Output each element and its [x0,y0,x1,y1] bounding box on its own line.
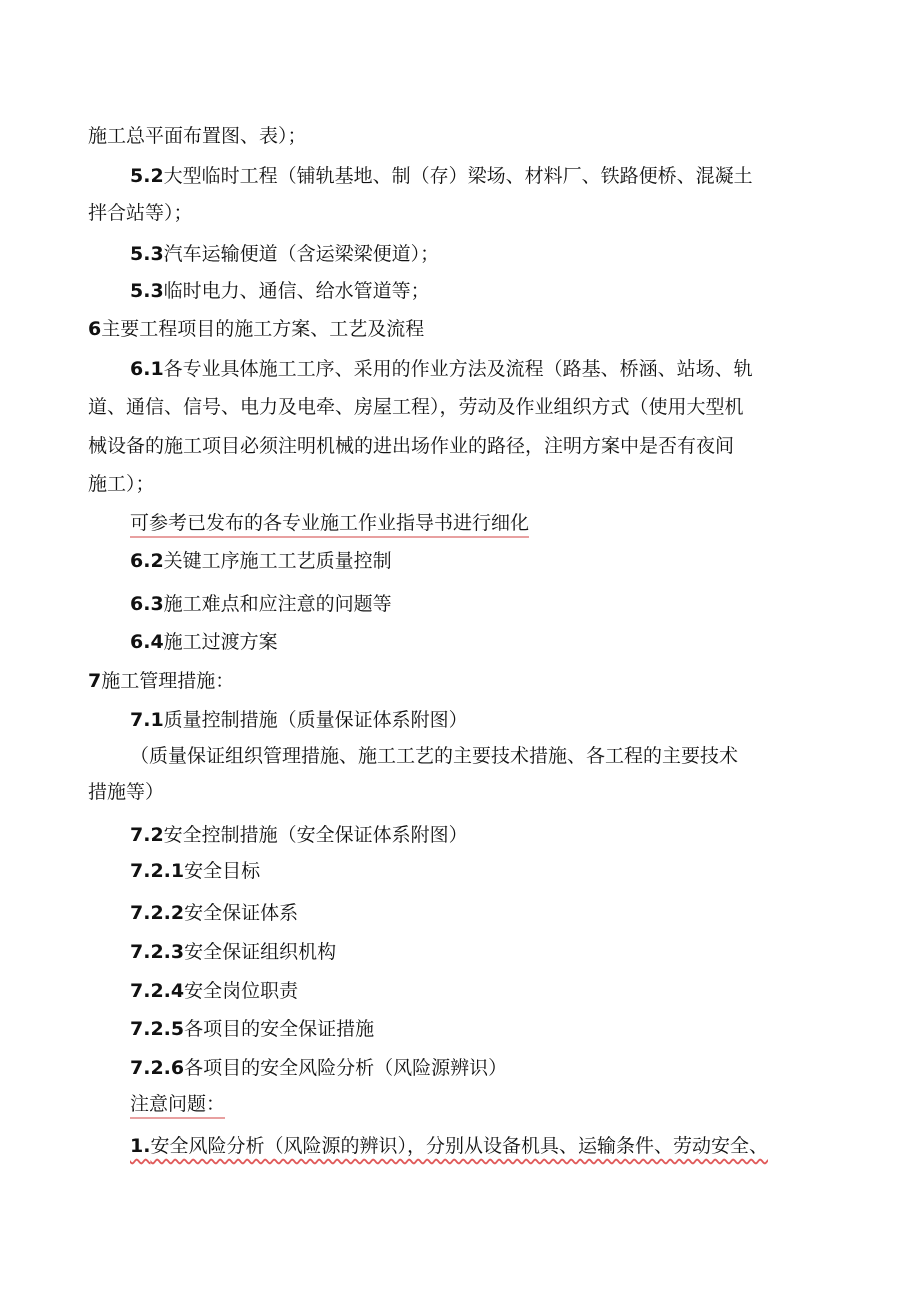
text-line [88,124,307,148]
line-text: 各项目的安全风险分析（风险源辨识） [184,1057,508,1079]
section-7-2 [130,823,468,847]
section-7-2-1 [130,859,260,883]
text-line [88,201,193,225]
section-number: 7.2.2 [130,902,185,924]
line-text: 安全目标 [184,860,261,882]
line-text: 安全保证体系 [184,902,299,924]
line-text: 大型临时工程（铺轨基地、制（存）梁场、材料厂、铁路便桥、混凝土 [163,165,753,187]
line-text: 各专业具体施工工序、采用的作业方法及流程（路基、桥涵、站场、轨 [163,358,753,380]
section-number: 7.2.5 [130,1018,185,1040]
line-text: 质量控制措施（质量保证体系附图） [163,709,468,731]
line-text: 主要工程项目的施工方案、工艺及流程 [101,318,425,340]
section-7-1 [130,708,468,732]
section-5-2 [130,164,753,188]
section-number: 7.2.1 [130,860,185,882]
section-7-2-3 [130,940,336,964]
section-6 [88,317,424,341]
section-7-2-6 [130,1056,507,1080]
line-text: 措施等） [88,781,165,803]
text-line [88,434,734,458]
line-text: 临时电力、通信、给水管道等； [163,280,430,302]
section-number: 5.2 [130,165,164,187]
section-number: 7.2.3 [130,941,185,963]
section-number: 6.3 [130,593,164,615]
line-text: 安全控制措施（安全保证体系附图） [163,824,468,846]
section-number: 7.1 [130,709,164,731]
line-text: 关键工序施工工艺质量控制 [163,550,392,572]
line-text: 安全岗位职责 [184,980,299,1002]
section-6-2 [130,549,392,573]
section-number: 5.3 [130,243,164,265]
section-number: 5.3 [130,280,164,302]
section-5-3 [130,242,439,266]
line-text: 施工总平面布置图、表）； [88,125,307,147]
underlined-text: 注意问题： [130,1093,225,1119]
section-6-3 [130,592,392,616]
section-number: 7.2.6 [130,1057,185,1079]
section-number: 6.4 [130,631,164,653]
line-text: （质量保证组织管理措施、施工工艺的主要技术措施、各工程的主要技术 [130,745,739,767]
reference-note [130,511,529,535]
line-text: 施工过渡方案 [163,631,278,653]
section-number: 6.2 [130,550,164,572]
line-text: 安全保证组织机构 [184,941,337,963]
notes-heading [130,1092,225,1116]
text-line [130,744,738,768]
section-6-4 [130,630,278,654]
section-number: 7.2.4 [130,980,185,1002]
line-text: 安全风险分析（风险源的辨识），分别从设备机具、运输条件、劳动安全、 [150,1135,768,1157]
text-line [88,472,155,496]
line-text: 施工）； [88,473,155,495]
text-line [88,780,164,804]
section-7-2-2 [130,901,298,925]
section-7-2-5 [130,1017,374,1041]
line-text: 道、通信、信号、电力及电牵、房屋工程），劳动及作业组织方式（使用大型机 [88,396,744,418]
section-7-2-4 [130,979,298,1003]
text-line [88,395,744,419]
section-number: 7 [88,670,102,692]
note-1 [130,1134,768,1158]
section-7 [88,669,234,693]
line-text: 拌合站等）； [88,202,193,224]
section-5-3b [130,279,430,303]
section-number: 6 [88,318,102,340]
section-number: 6.1 [130,358,164,380]
line-text: 汽车运输便道（含运梁梁便道）； [163,243,440,265]
line-text: 施工管理措施： [101,670,235,692]
line-text: 械设备的施工项目必须注明机械的进出场作业的路径，注明方案中是否有夜间 [88,435,735,457]
underlined-text: 可参考已发布的各专业施工作业指导书进行细化 [130,512,529,538]
section-number: 7.2 [130,824,164,846]
section-6-1 [130,357,753,381]
line-text: 各项目的安全保证措施 [184,1018,375,1040]
item-number: 1. [130,1135,151,1157]
line-text: 施工难点和应注意的问题等 [163,593,392,615]
